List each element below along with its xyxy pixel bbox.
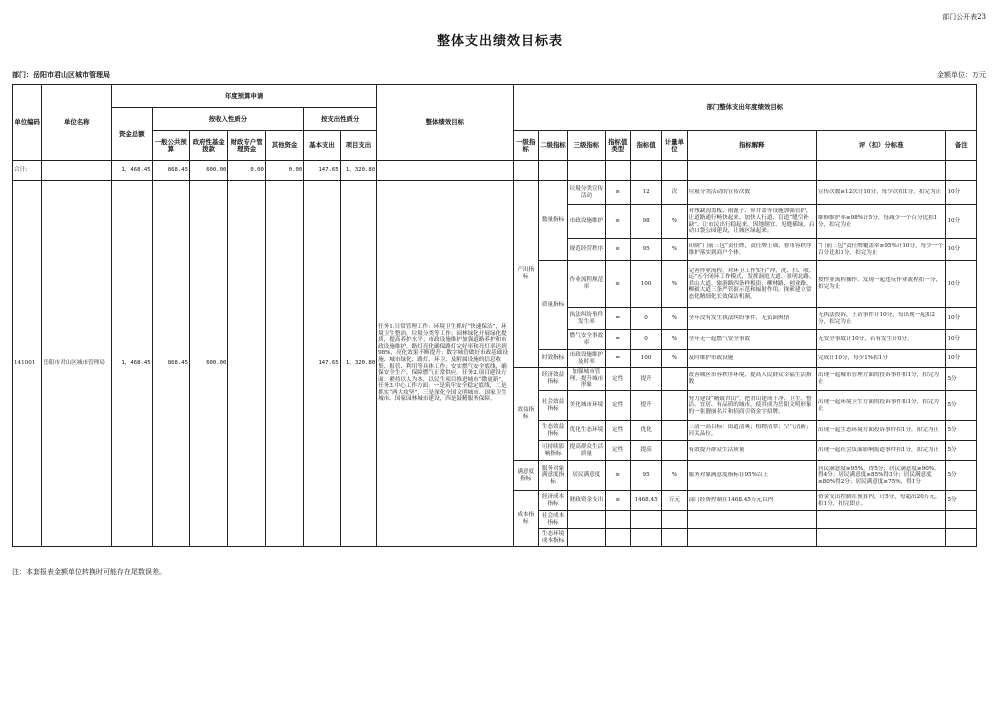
lvl2-quantity: 数量指标 xyxy=(538,181,567,261)
ind-1-val: 98 xyxy=(630,205,661,239)
ind-9-val: 优化 xyxy=(630,421,661,441)
ind-7-explain: 改善城区市容秩序环境，提高人民群众幸福生活指数 xyxy=(687,368,816,391)
ind-8-explain: 努力建设“精致君山”，把君山建成干净、卫生、整洁、宜居、有品质的城市，使其成为岳阳文明形象的一张靓丽名片和招商引资金字招牌。 xyxy=(687,391,816,421)
ind-5-criteria: 无安全事故计10分，若有发生计0分。 xyxy=(816,330,945,350)
ind-4-remark: 10分 xyxy=(946,308,977,330)
header-explain: 指标解释 xyxy=(687,131,816,161)
lvl2-social: 社会效益指标 xyxy=(538,391,567,421)
total-general: 868.45 xyxy=(152,161,189,181)
ind-3-unit: % xyxy=(662,261,687,308)
ind-1-explain: 对残缺沟盖板、雨篦子、箅井盖等设施加强管护，让道路通行畅快起来。加快人行道、盲道“缝空补缺”，让市民出行稳起来。因地制宜、见缝插绿，启动口袋公园建设，让城区绿起来。 xyxy=(687,205,816,239)
total-row xyxy=(13,161,977,181)
ind-3-val: 100 xyxy=(630,261,661,308)
ind-6-val: 100 xyxy=(630,350,661,368)
lvl2-economic: 经济效益指标 xyxy=(538,368,567,391)
ind-10-unit xyxy=(662,441,687,461)
header-criteria: 评（扣）分标准 xyxy=(816,131,945,161)
header-general-budget: 一般公共预算 xyxy=(152,131,189,161)
ind-7-unit xyxy=(662,368,687,391)
ind-9-unit xyxy=(662,421,687,441)
ind-5-l3: 燃气安全事故率 xyxy=(568,330,605,350)
total-other: 0.00 xyxy=(265,161,303,181)
ind-1-l3: 市政设施维护 xyxy=(568,205,605,239)
ind-8-type: 定性 xyxy=(605,391,630,421)
page-number: 部门公开表23 xyxy=(942,13,986,21)
ind-4-unit: % xyxy=(662,308,687,330)
table-row xyxy=(13,181,977,205)
lvl2-time: 时效指标 xyxy=(538,350,567,368)
ind-0-unit: 次 xyxy=(662,181,687,205)
ind-5-type: = xyxy=(605,330,630,350)
ind-1-remark: 10分 xyxy=(946,205,977,239)
ind-7-remark: 5分 xyxy=(946,368,977,391)
total-gov: 600.00 xyxy=(189,161,227,181)
ind-8-unit xyxy=(662,391,687,421)
ind-4-type: = xyxy=(605,308,630,330)
ind-9-type: 定性 xyxy=(605,421,630,441)
ind-8-criteria: 出现一起环境卫生方面的投诉事件扣1分，扣完为止 xyxy=(816,391,945,421)
overall-goal-text: 任务1.日常管理工作：环境卫生抓好“快速保洁”，环境卫生整治，垃圾分类等工作；园林绿化开展绿化提质，提高养护水平；市政设施维护加强道路养护和市政设施维护，路灯亮化确保路灯完好率和亮灯率达到98%，亮化效果不断提升；数字城管做好市政基础设施、城市绿化、路灯、环卫、及附属设施的信息收集、报管、利用等具体工作；安实燃气安全底线，确保安全生产，保障燃气正常供应。任务2.项目建设方面：紧持以人为本，以民生项目推进城市“微更新”。任务3.中心工作方面：一是筑牢安全稳定底线，二是抓实“两大攻坚”，三是深化全国文明城市、国家卫生城市、国家园林城市建设，四是鼓精服务保障。 xyxy=(377,181,514,547)
total-label: 合计: xyxy=(13,161,42,181)
lvl1-satisfaction: 满意度指标 xyxy=(513,461,538,491)
ind-1-unit: % xyxy=(662,205,687,239)
header-val-type: 指标值类型 xyxy=(605,131,630,161)
ind-7-l3: 加强城市管理，提升城市形象 xyxy=(568,368,605,391)
ind-6-type: = xyxy=(605,350,630,368)
lvl2-sustainable: 可持续影响指标 xyxy=(538,441,567,461)
header-project-exp: 项目支出 xyxy=(340,131,376,161)
ind-0-explain: 垃圾分类活动的宣传次数 xyxy=(687,181,816,205)
ind-9-explain: 三清一高目标：街道清爽；植物清翠；空气清新；河关品位。 xyxy=(687,421,816,441)
lvl2-service: 服务对象满意度指标 xyxy=(538,461,567,491)
header-overall-goal: 整体绩效目标 xyxy=(377,85,514,161)
ind-11-val: 95 xyxy=(630,461,661,491)
ind-3-remark: 10分 xyxy=(946,261,977,308)
unit-name: 岳阳市君山区城市管理局 xyxy=(42,181,112,547)
unit-code: 141001 xyxy=(13,181,42,547)
unit-basic: 147.65 xyxy=(304,181,340,547)
ind-12-type: ≤ xyxy=(605,491,630,511)
unit-project: 1，320.80 xyxy=(340,181,376,547)
ind-2-unit: % xyxy=(662,239,687,261)
total-total: 1，468.45 xyxy=(112,161,152,181)
header-unit-code: 单位编码 xyxy=(13,85,42,161)
header-remark: 备注 xyxy=(946,131,977,161)
ind-8-remark: 5分 xyxy=(946,391,977,421)
ind-12-unit: 万元 xyxy=(662,491,687,511)
total-project: 1，320.80 xyxy=(340,161,376,181)
unit-other xyxy=(265,181,303,547)
ind-3-l3: 作业流程规范率 xyxy=(568,261,605,308)
lvl2-quality: 质量指标 xyxy=(538,261,567,350)
ind-12-criteria: 资金支出控制在预算内，计5分，每超出20万元，扣1分，扣完即止。 xyxy=(816,491,945,511)
header-lvl1: 一级指标 xyxy=(513,131,538,161)
ind-10-val: 提高 xyxy=(630,441,661,461)
ind-0-val: 12 xyxy=(630,181,661,205)
ind-4-criteria: 无执法投诉，上访事件计10分，每出现一起扣2分，扣完为止 xyxy=(816,308,945,330)
ind-5-remark: 10分 xyxy=(946,330,977,350)
ind-11-explain: 服务对象满意度指标在95%以上 xyxy=(687,461,816,491)
header-basic-exp: 基本支出 xyxy=(304,131,340,161)
header-val: 指标值 xyxy=(630,131,661,161)
lvl2-econ-cost: 经济成本指标 xyxy=(538,491,567,511)
ind-3-criteria: 按作业流程操作，发现一起违反作业流程扣一分，扣完为止 xyxy=(816,261,945,308)
unit-special xyxy=(228,181,265,547)
header-special-fund: 财政专户管理资金 xyxy=(228,131,265,161)
ind-7-val: 提升 xyxy=(630,368,661,391)
ind-7-type: 定性 xyxy=(605,368,630,391)
ind-5-explain: 全年无一起燃气安全事故 xyxy=(687,330,816,350)
ind-9-remark: 5分 xyxy=(946,421,977,441)
header-by-source: 按收入性质分 xyxy=(152,108,304,131)
ind-2-l3: 规范经营秩序 xyxy=(568,239,605,261)
ind-6-explain: 及时维护市政设施 xyxy=(687,350,816,368)
department-label: 部门：岳阳市君山区城市管理局 xyxy=(12,70,110,79)
header-lvl2: 二级指标 xyxy=(538,131,567,161)
ind-0-criteria: 宣传次数≥12次计10分，每少次扣1分，扣完为止 xyxy=(816,181,945,205)
ind-2-val: 95 xyxy=(630,239,661,261)
ind-12-l3: 财政资金支出 xyxy=(568,491,605,511)
ind-12-val: 1468.45 xyxy=(630,491,661,511)
ind-1-criteria: 维修维护率≥98%计5分，每减少一个百分比扣1分，扣完为止 xyxy=(816,205,945,239)
ind-0-remark: 10分 xyxy=(946,181,977,205)
unit-general: 868.45 xyxy=(152,181,189,547)
ind-4-val: 0 xyxy=(630,308,661,330)
unit-gov: 600.00 xyxy=(189,181,227,547)
total-basic: 147.65 xyxy=(304,161,340,181)
lvl2-social-cost: 社会成本指标 xyxy=(538,511,567,529)
total-special: 0.00 xyxy=(228,161,265,181)
ind-10-criteria: 出现一起社会负面影响报道事件扣1分，扣完为止 xyxy=(816,441,945,461)
ind-2-type: ≥ xyxy=(605,239,630,261)
lvl2-eco-cost: 生态环境成本指标 xyxy=(538,529,567,547)
header-dept-goal: 部门整体支出年度绩效目标 xyxy=(513,85,976,131)
performance-table xyxy=(12,84,977,547)
ind-2-remark: 10分 xyxy=(946,239,977,261)
ind-3-explain: 完善作业流程，对环卫工作实行“冲、洗、扫、收、运”五个闭环工作模式，发挥洞庭大道、景明北路、君山大道、旅游路四条样板街；柳林路、创业路、柳毅大道三条严管街示范和辐射作用，探索建立常态化精细化长效保洁机制。 xyxy=(687,261,816,308)
header-total-funds: 资金总额 xyxy=(112,108,152,161)
ind-4-l3: 执法纠纷事件发生率 xyxy=(568,308,605,330)
ind-6-remark: 10分 xyxy=(946,350,977,368)
ind-5-unit: % xyxy=(662,330,687,350)
lvl2-ecological: 生态效益指标 xyxy=(538,421,567,441)
ind-10-type: 定性 xyxy=(605,441,630,461)
unit-label: 金额单位：万元 xyxy=(937,71,986,79)
ind-1-type: ≥ xyxy=(605,205,630,239)
header-lvl3: 三级指标 xyxy=(568,131,605,161)
header-by-nature: 按支出性质分 xyxy=(304,108,377,131)
footnote: 注：本套报表金额单位转换时可能存在尾数误差。 xyxy=(12,568,166,576)
ind-2-explain: 印制“门前三包”责任牌，责任牌上墙，督市容秩序维护落实到商户个体。 xyxy=(687,239,816,261)
ind-0-type: ≥ xyxy=(605,181,630,205)
ind-0-l3: 垃圾分类宣传活动 xyxy=(568,181,605,205)
ind-11-type: ≥ xyxy=(605,461,630,491)
ind-3-type: ≥ xyxy=(605,261,630,308)
lvl1-cost: 成本指标 xyxy=(513,491,538,547)
header-other-funds: 其他资金 xyxy=(265,131,303,161)
ind-12-remark: 5分 xyxy=(946,491,977,511)
ind-10-explain: 有效提升群众生活质量 xyxy=(687,441,816,461)
ind-11-l3: 居民满意度 xyxy=(568,461,605,491)
ind-7-criteria: 出现一起城市管理方面的投诉事件扣1分，扣完为止 xyxy=(816,368,945,391)
ind-9-criteria: 出现一起生态环境方面投诉事件扣1分，扣完为止 xyxy=(816,421,945,441)
ind-2-criteria: “门前三包”责任牌覆盖率≥95%计10分，每少一个百分比扣1分，扣完为止 xyxy=(816,239,945,261)
header-unit-name: 单位名称 xyxy=(42,85,112,161)
lvl1-benefit: 效益指标 xyxy=(513,368,538,461)
ind-6-unit: % xyxy=(662,350,687,368)
ind-11-remark: 5分 xyxy=(946,461,977,491)
page-title: 整体支出绩效目标表 xyxy=(436,34,563,49)
lvl1-output: 产出指标 xyxy=(513,181,538,368)
ind-9-l3: 优化生态环境 xyxy=(568,421,605,441)
header-annual-budget: 年度预算申请 xyxy=(112,85,377,108)
header-row-1 xyxy=(13,85,977,108)
ind-6-l3: 市政设施维护及时率 xyxy=(568,350,605,368)
ind-10-remark: 5分 xyxy=(946,441,977,461)
ind-10-l3: 提高群众生活质量 xyxy=(568,441,605,461)
ind-8-l3: 美化城市环境 xyxy=(568,391,605,421)
ind-6-criteria: 完成计10分，每少1%扣1分 xyxy=(816,350,945,368)
header-unit: 计量单位 xyxy=(662,131,687,161)
ind-11-unit: % xyxy=(662,461,687,491)
ind-8-val: 提升 xyxy=(630,391,661,421)
ind-11-criteria: 居民满意度≥95%，得5分；居民满意度≥90%，得4分；居民满意度≥85%得3分；居民满意度≥80%得2分；居民满意度≥75%，得1分 xyxy=(816,461,945,491)
ind-5-val: 0 xyxy=(630,330,661,350)
ind-4-explain: 全年没有发生执法纠纷事件，无负面舆情 xyxy=(687,308,816,330)
header-gov-fund: 政府性基金拨款 xyxy=(189,131,227,161)
unit-total: 1，468.45 xyxy=(112,181,152,547)
ind-12-explain: 部门经费控制在1468.45万元以内 xyxy=(687,491,816,511)
